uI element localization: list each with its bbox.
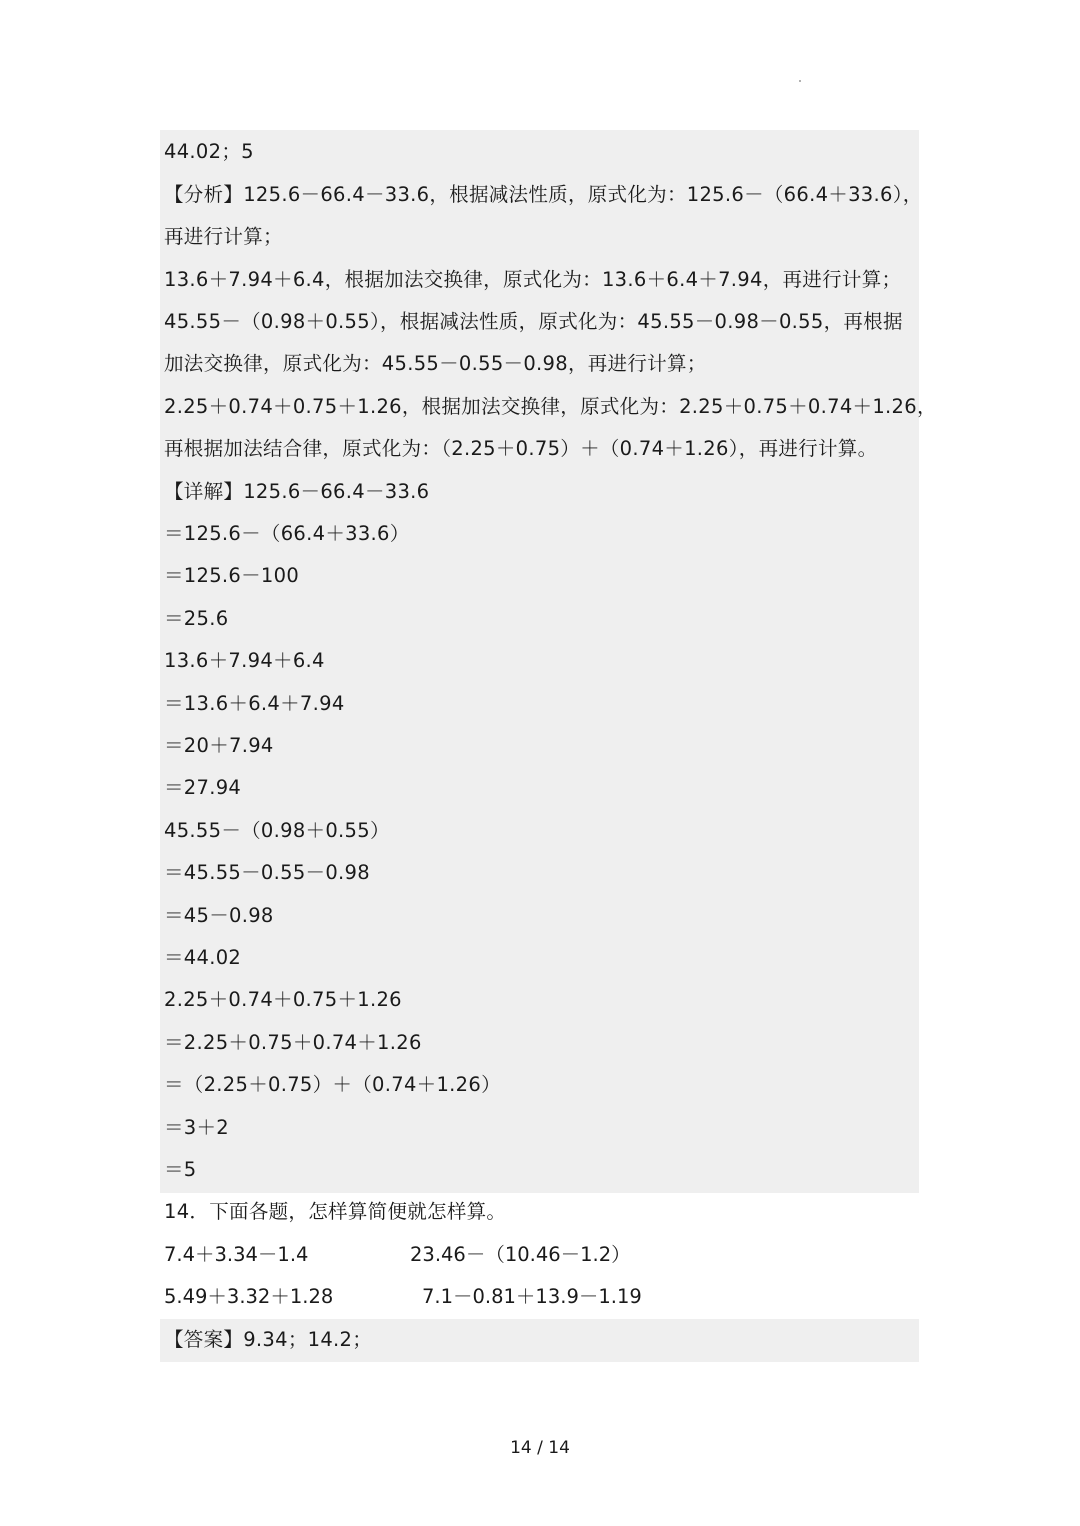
detail-line: ＝2.25＋0.75＋0.74＋1.26 <box>164 1031 422 1054</box>
analysis-line: 13.6＋7.94＋6.4，根据加法交换律，原式化为：13.6＋6.4＋7.94，再进行计算； <box>164 268 902 291</box>
detail-line: ＝（2.25＋0.75）＋（0.74＋1.26） <box>164 1073 501 1096</box>
analysis-line: 再根据加法结合律，原式化为：（2.25＋0.75）＋（0.74＋1.26），再进行计算。 <box>164 437 878 460</box>
detail-line: ＝13.6＋6.4＋7.94 <box>164 692 345 715</box>
problem-1: 7.4＋3.34－1.4 <box>164 1243 309 1266</box>
analysis-line: 加法交换律，原式化为：45.55－0.55－0.98，再进行计算； <box>164 352 707 375</box>
problem-2: 23.46－（10.46－1.2） <box>410 1243 631 1266</box>
problem-3: 5.49＋3.32＋1.28 <box>164 1285 334 1308</box>
speck-mark <box>799 80 801 82</box>
detail-line: ＝27.94 <box>164 776 242 799</box>
answer-line: 【答案】9.34；14.2； <box>164 1328 373 1351</box>
detail-line: ＝5 <box>164 1158 197 1181</box>
analysis-line: 2.25＋0.74＋0.75＋1.26，根据加法交换律，原式化为：2.25＋0.75＋0.74＋1.26， <box>164 395 937 418</box>
analysis-line: 【分析】125.6－66.4－33.6，根据减法性质，原式化为：125.6－（66.4＋33.6）， <box>164 183 923 206</box>
detail-line: 【详解】125.6－66.4－33.6 <box>164 480 430 503</box>
detail-line: ＝44.02 <box>164 946 242 969</box>
page-number: 14 / 14 <box>510 1438 570 1458</box>
detail-line: 2.25＋0.74＋0.75＋1.26 <box>164 988 402 1011</box>
analysis-line: 再进行计算； <box>164 225 283 248</box>
detail-line: ＝125.6－（66.4＋33.6） <box>164 522 410 545</box>
problem-4: 7.1－0.81＋13.9－1.19 <box>422 1285 642 1308</box>
detail-line: 13.6＋7.94＋6.4 <box>164 649 325 672</box>
detail-line: ＝45－0.98 <box>164 904 274 927</box>
detail-line: ＝125.6－100 <box>164 564 300 587</box>
analysis-line: 45.55－（0.98＋0.55），根据减法性质，原式化为：45.55－0.98－0.55，再根据 <box>164 310 903 333</box>
detail-line: ＝3＋2 <box>164 1116 230 1139</box>
detail-line: ＝25.6 <box>164 607 229 630</box>
answer-line: 44.02；5 <box>164 140 254 163</box>
detail-line: ＝20＋7.94 <box>164 734 274 757</box>
detail-line: 45.55－（0.98＋0.55） <box>164 819 390 842</box>
detail-line: ＝45.55－0.55－0.98 <box>164 861 370 884</box>
question-title: 14．下面各题，怎样算简便就怎样算。 <box>164 1200 507 1223</box>
